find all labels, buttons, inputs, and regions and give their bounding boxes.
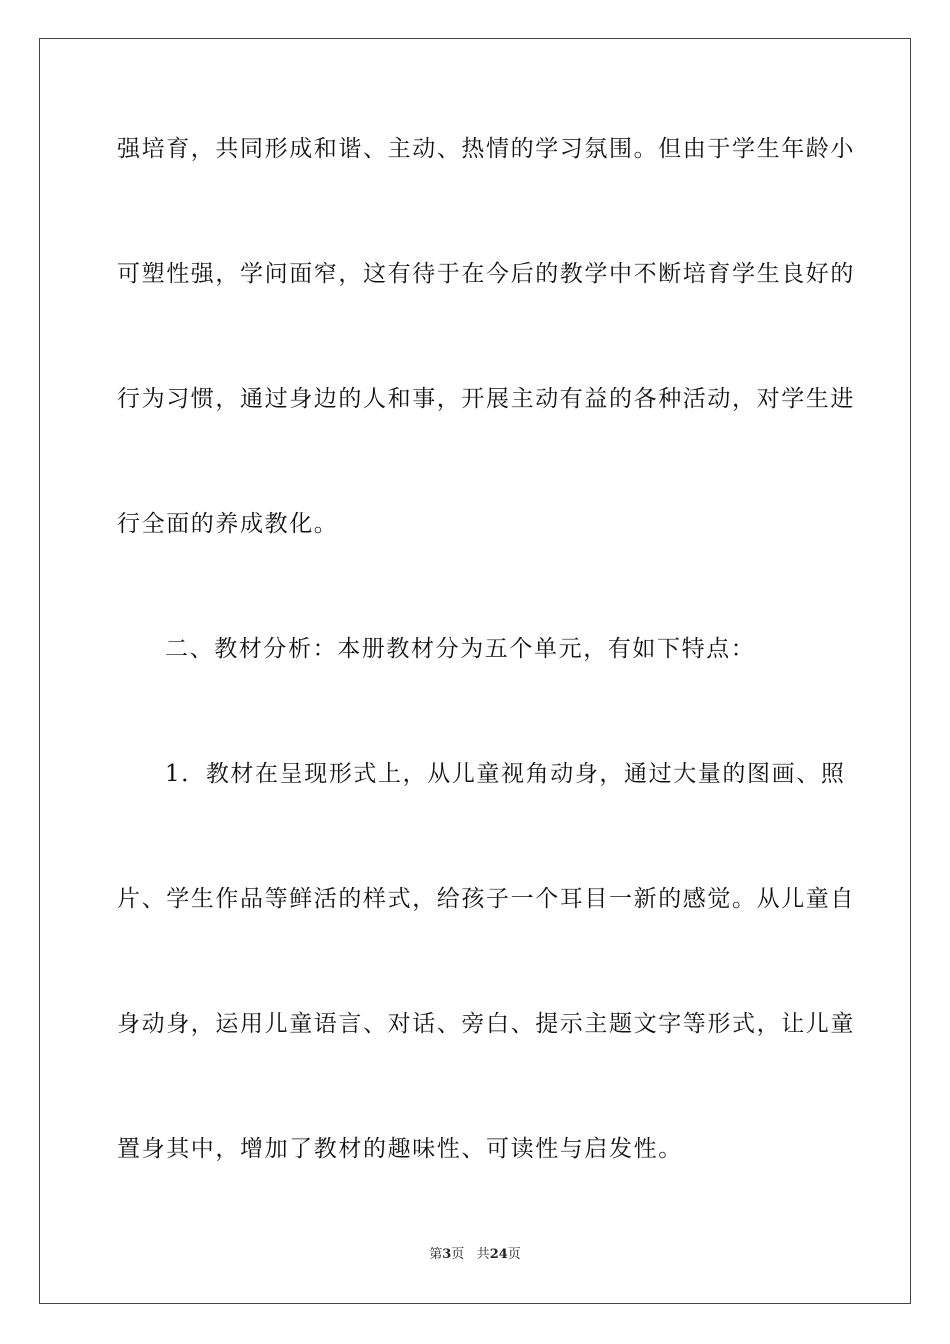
- page-frame: [39, 38, 911, 1304]
- body-line-1: 强培育，共同形成和谐、主动、热情的学习氛围。但由于学生年龄小: [117, 136, 855, 162]
- footer-total-suffix: 页: [507, 1247, 521, 1262]
- body-line-7: 片、学生作品等鲜活的样式，给孩子一个耳目一新的感觉。从儿童自: [117, 886, 855, 912]
- body-line-4: 行全面的养成教化。: [117, 511, 339, 537]
- footer-page-suffix: 页: [451, 1247, 465, 1262]
- body-line-2: 可塑性强，学问面窄，这有待于在今后的教学中不断培育学生良好的: [117, 261, 855, 287]
- footer-page-number: 3: [442, 1247, 452, 1262]
- footer-page-prefix: 第: [429, 1247, 443, 1262]
- page-footer: [0, 1246, 950, 1264]
- footer-total-prefix: 共: [476, 1247, 490, 1262]
- body-line-8: 身动身，运用儿童语言、对话、旁白、提示主题文字等形式，让儿童: [117, 1011, 855, 1037]
- footer-total-pages: 24: [489, 1247, 508, 1262]
- body-line-3: 行为习惯，通过身边的人和事，开展主动有益的各种活动，对学生进: [117, 386, 855, 412]
- section-heading: 二、教材分析：本册教材分为五个单元，有如下特点：: [165, 636, 756, 662]
- body-line-6: 1．教材在呈现形式上，从儿童视角动身，通过大量的图画、照: [165, 761, 846, 787]
- body-line-9: 置身其中，增加了教材的趣味性、可读性与启发性。: [117, 1136, 683, 1162]
